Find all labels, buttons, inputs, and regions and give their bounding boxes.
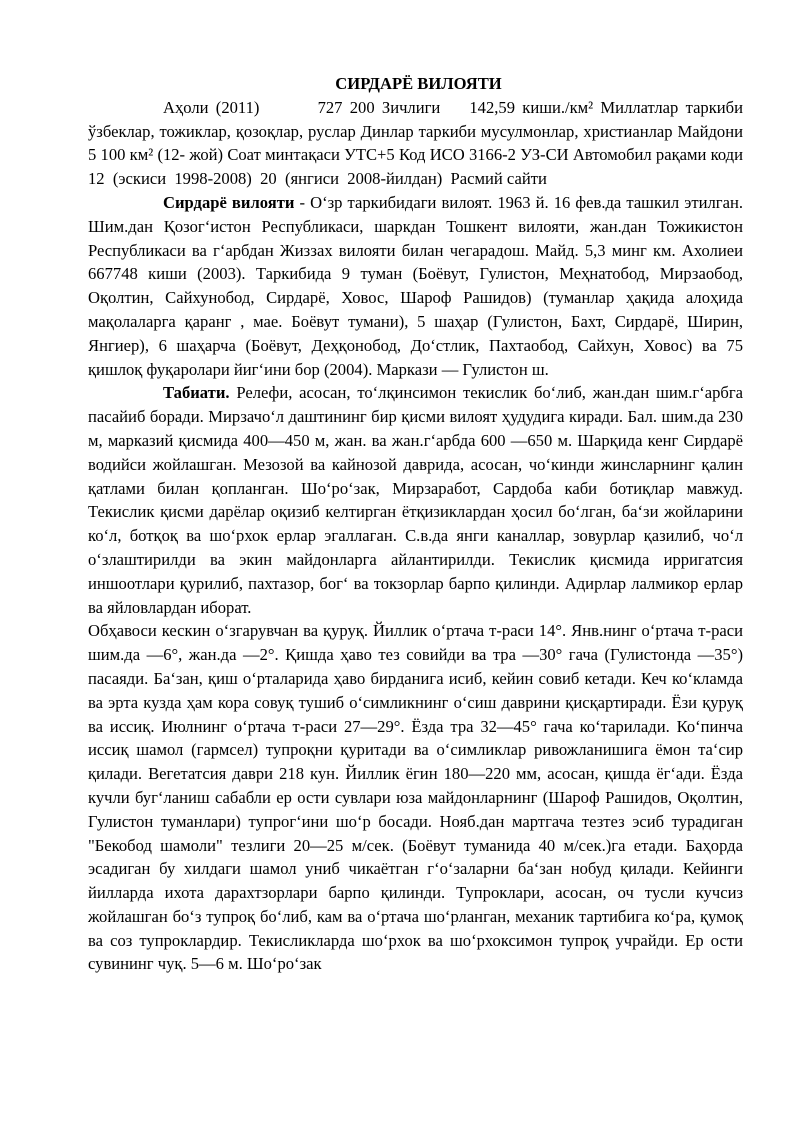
document-title: СИРДАРЁ ВИЛОЯТИ <box>335 74 502 93</box>
infobox-paragraph: Аҳоли (2011) 727 200 Зичлиги 142,59 киши./км² Миллатлар таркиби ўзбеклар, тожиклар, қозоқлар, руслар Динлар таркиби мусулмонлар, христианлар Майдони 5 100 км² (12- жой) Соат минтақаси УТС+5 Код ИСО 3166-2 УЗ-СИ Автомобил рақами коди 12 (эскиси 1998-2008) 20 (янгиси 2008-йилдан) Расмий сайти <box>88 97 760 189</box>
climate-paragraph: Обҳавоси кескин оʻзгарувчан ва қуруқ. Йиллик оʻртача т-раси 14°. Янв.нинг оʻртача т-раси шим.да —6°, жан.да —2°. Қишда ҳаво тез совийди ва тра —30° гача (Гулистонда —35°) пасаяди. Баʻзан, қиш оʻрталарида ҳаво бирданига исиб, кейин совиб кетади. Кеч коʻкламда ва эрта кузда ҳам кора совуқ тушиб оʻсимликнинг оʻсиш даврини қисқартиради. Ёзи қуруқ ва иссиқ. Июлнинг оʻртача т-раси 27—29°. Ёзда тра 32—45° гача коʻтарилади. Коʻпинча иссиқ шамол (гармсел) тупроқни қуритади ва оʻсимликлар ривожланишига ёмон таʻсир қилади. Вегетатсия даври 218 кун. Йиллик ёгин 180—220 мм, асосан, қишда ёгʻади. Ёзда кучли бугʻланиш сабабли ер ости сувлари юза майдонларнинг (Шароф Рашидов, Оқолтин, Гулистон туманлари) тупрогʻини шоʻр босади. Нояб.дан мартгача тезтез эсиб турадиган "Бекобод шамоли" тезлиги 20—25 м/сек. (Боёвут туманида 40 м/сек.)га етади. Баҳорда эсадиган бу хилдаги шамол униб чикаётган гʻоʻзаларни баʻзан нобуд қилади. Кейинги йилларда ихота дарахтзорлари барпо қилинди. Тупроклари, асосан, оч тусли кучсиз жойлашган боʻз тупроқ боʻлиб, кам ва оʻртача шоʻрланган, механик тартибига коʻра, қумоқ ва соз тупроклардир. Текисликларда шоʻрхок ва шоʻрхоксимон тупроқ учрайди. Ер ости сувининг чуқ. 5—6 м. Шоʻроʻзак <box>88 621 743 974</box>
document-page <box>88 72 760 976</box>
nature-text: Релефи, асосан, тоʻлқинсимон текислик боʻлиб, жан.дан шим.гʻарбга пасайиб боради. Мирзачоʻл даштининг бир қисми вилоят ҳудудига киради. Бал. шим.да 230 м, марказий қисмида 400—450 м, жан. ва жан.гʻарбда 600 —650 м. Шарқида кенг Сирдарё водийси жойлашган. Мезозой ва кайнозой даврида, асосан, чоʻкинди жинсларнинг қалин қатлами билан қопланган. Шоʻроʻзак, Мирзаработ, Сардоба каби ботиқлар мавжуд. Текислик қисми дарёлар оқизиб келтирган ётқизиклардан ҳосил боʻлган, баʻзи жойларини коʻл, ботқоқ ва шоʻрхок ерлар эгаллаган. С.в.да янги каналлар, зовурлар қазилиб, чоʻл оʻзлаштирилди ва экин майдонларга айлантирилди. Текислик қисмида ирригатсия иншоотлари қурилиб, пахтазор, богʻ ва токзорлар барпо қилинди. Адирлар лалмикор ерлар ва яйловлардан иборат. <box>88 383 743 617</box>
intro-paragraph <box>88 191 743 381</box>
nature-paragraph <box>88 381 743 619</box>
intro-heading: Сирдарё вилояти <box>163 192 295 212</box>
intro-text: - Оʻзр таркибидаги вилоят. 1963 й. 16 фев.да ташкил этилган. Шим.дан Қозогʻистон Республикаси, шаркдан Тошкент вилояти, жан.дан Тожикистон Республикаси ва гʻарбдан Жиззах вилояти билан чегарадош. Майд. 5,3 минг км. Ахолиеи 667748 киши (2003). Таркибида 9 туман (Боёвут, Гулистон, Меҳнатобод, Мирзаобод, Оқолтин, Сайхунобод, Сирдарё, Ховос, Шароф Рашидов) (туманлар ҳақида алоҳида мақолаларга қаранг , мае. Боёвут тумани), 5 шаҳар (Гулистон, Бахт, Сирдарё, Ширин, Янгиер), 6 шаҳарча (Боёвут, Деҳқонобод, Доʻстлик, Пахтаобод, Сайхун, Ховос) ва 75 қишлоқ фуқаролари йигʻини бор (2004). Маркази — Гулистон ш. <box>88 192 743 379</box>
nature-heading: Табиати. <box>163 383 230 403</box>
